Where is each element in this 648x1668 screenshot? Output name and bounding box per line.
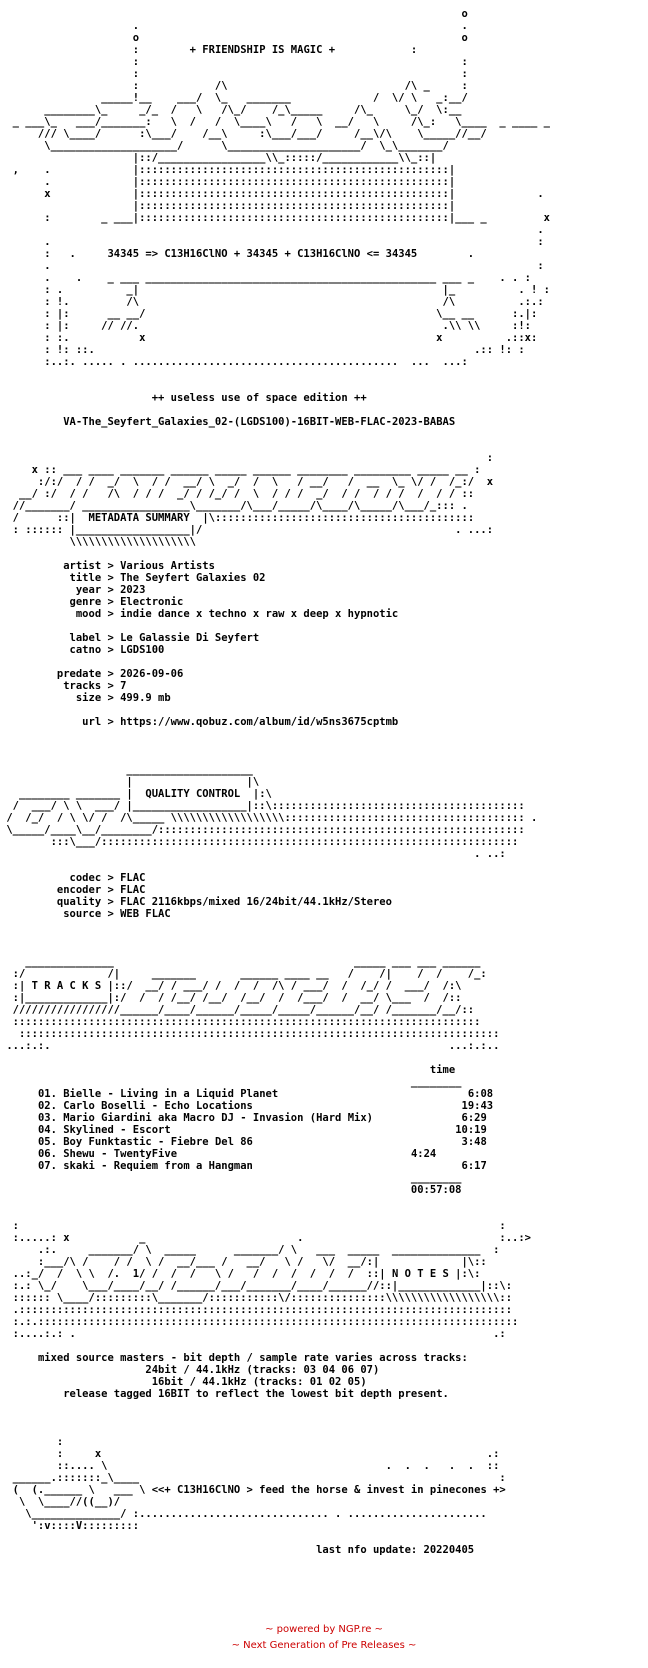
art-line: quality > FLAC 2116kbps/mixed 16/24bit/44.1kHz/Stereo — [0, 896, 392, 908]
track-no: 01. — [37, 1088, 57, 1100]
art-line: :|_____________|:/ / / /__/ /__/ /__/ / /___/ / __/ \___ / /:: — [0, 992, 462, 1004]
art-line: : . 34345 => C13H16ClNO + 34345 + C13H16ClNO <= 34345 . — [0, 248, 475, 260]
meta-url: https://www.qobuz.com/album/id/w5ns3675cptmb — [120, 716, 399, 728]
art-line: _ ___\_ ___/_______: \ / / \____\ / \ __/ \ /\_: \____ _ ____ _ — [0, 116, 550, 128]
art-line — [0, 380, 648, 392]
nfo-document — [0, 8, 648, 1556]
last-nfo-update: last nfo update: 20220405 — [316, 1544, 475, 1556]
art-line — [0, 620, 648, 632]
track-row — [0, 1100, 648, 1112]
art-line: . |:::::::::::::::::::::::::::::::::::::::::::::::::| — [0, 176, 456, 188]
art-line: .:. _______/ \ _____ _______/ \ ___ _____ ______________ : — [0, 1244, 500, 1256]
art-line: : — [0, 1436, 64, 1448]
track-no: 02. — [37, 1100, 57, 1112]
art-line — [0, 932, 648, 944]
track-time: 6:29 — [461, 1112, 487, 1124]
art-line: \____________________/ \_____________________/ \_\_______/ — [0, 140, 449, 152]
art-line: /// \____/ :\___/ /__\ :\___/___/ /__\/\ \_____//__/ — [0, 128, 487, 140]
art-line: ______.:::::::_\____ : — [0, 1472, 506, 1484]
meta-mood: indie dance x techno x raw x deep x hypnotic — [120, 608, 399, 620]
art-line: ( (.______ \ ___ \ <<+ C13H16ClNO > feed the horse & invest in pinecones +> — [0, 1484, 506, 1496]
art-line: : |: // //. .\\ \\ :!: — [0, 320, 532, 332]
art-line: :..:. ..... . .......................................... ... ...: — [0, 356, 468, 368]
track-row — [0, 1136, 648, 1148]
art-line: :___/\ / / / \ / __/___ / __/ \ / \/ __/:| |\:: — [0, 1256, 487, 1268]
art-line — [0, 728, 648, 740]
track-name: Shewu - TwentyFive — [63, 1148, 178, 1160]
art-line: :| T R A C K S |::/ __/ / ___/ / / / /\ / ___/ / /_/ / ___/ /:\ — [0, 980, 462, 992]
art-line: ________\_ _/_ / \ /\_/ /_\_____ /\_ \_/ \:__ — [0, 104, 462, 116]
art-line: :/ /| _______ ______ ____ __ / /| / / /_: — [0, 968, 487, 980]
track-name: Boy Funktastic - Fiebre Del 86 — [63, 1136, 253, 1148]
art-line: : :. x x .::x: — [0, 332, 538, 344]
art-line: :::::: \____/:::::::::\_______/:::::::::::\/:::::::::::::::\\\\\\\\\\\\\\\\\\:: — [0, 1292, 513, 1304]
art-line: encoder > FLAC — [0, 884, 146, 896]
art-line — [0, 1544, 648, 1556]
art-line: , . |:::::::::::::::::::::::::::::::::::::::::::::::::| — [0, 164, 456, 176]
meta-year: 2023 — [120, 584, 146, 596]
art-line — [0, 740, 648, 752]
art-line: :/:/ / / _/ \ / / __/ \ _/ / \ / __/ / __ \_ \/ / /_:/ x — [0, 476, 494, 488]
art-line: \_____/____\__/________/:::::::::::::::::::::::::::::::::::::::::::::::::::::::::: — [0, 824, 525, 836]
art-line: ________ — [0, 1172, 462, 1184]
art-line: . : — [0, 260, 544, 272]
art-line: codec > FLAC — [0, 872, 146, 884]
art-line: |::/_________________\\_:::::/____________\\_::| — [0, 152, 437, 164]
art-line — [0, 860, 648, 872]
art-line: : _ ___|:::::::::::::::::::::::::::::::::::::::::::::::::|___ _ x — [0, 212, 550, 224]
track-row — [0, 1112, 648, 1124]
art-line: ...:.:. ...:.:.. — [0, 1040, 500, 1052]
track-row — [0, 1088, 648, 1100]
meta-predate: 2026-09-06 — [120, 668, 184, 680]
art-line: predate > 2026-09-06 — [0, 668, 184, 680]
track-row — [0, 1148, 648, 1160]
art-line: \\\\\\\\\\\\\\\\\\\\ — [0, 536, 196, 548]
art-line — [0, 1208, 648, 1220]
notes-line-2: 24bit / 44.1kHz (tracks: 03 04 06 07) — [145, 1364, 380, 1376]
art-line: ____________________ — [0, 764, 253, 776]
art-line — [0, 440, 648, 452]
notes-line-1: mixed source masters - bit depth / sample rate varies across tracks: — [37, 1352, 468, 1364]
art-line: : — [0, 452, 494, 464]
art-line: //_______/ _________________\_______/\___/_____/\____/\_____/\___/_::: . — [0, 500, 468, 512]
art-line: . ..: — [0, 848, 506, 860]
art-line: :.: \_/ \___/____/__/ /______/___/_______/____/______//::|_____________|::\: — [0, 1280, 513, 1292]
art-line: ________ — [0, 1076, 462, 1088]
meta-size: 499.9 mb — [120, 692, 171, 704]
art-line: .:::::::::::::::::::::::::::::::::::::::::::::::::::::::::::::::::::::::::::::: — [0, 1304, 513, 1316]
art-line — [0, 1376, 648, 1388]
quality-codec: FLAC — [120, 872, 146, 884]
art-line — [0, 1412, 648, 1424]
track-time: 4:24 — [410, 1148, 437, 1160]
track-name: Skylined - Escort — [63, 1124, 171, 1136]
art-line: :.....: x _ . :..:> — [0, 1232, 532, 1244]
art-line: __/ :/ / / /\ / / / _/ / /_/ / \ / / / _/ / / / / / / / / :: — [0, 488, 475, 500]
art-line — [0, 404, 648, 416]
track-time: 6:17 — [461, 1160, 487, 1172]
art-line: . . _ ___ ______________________________________________ ___ _ . . : — [0, 272, 532, 284]
art-line — [0, 1064, 648, 1076]
art-line — [0, 944, 648, 956]
art-line: catno > LGDS100 — [0, 644, 165, 656]
art-line — [0, 752, 648, 764]
art-line: x |:::::::::::::::::::::::::::::::::::::::::::::::::| . — [0, 188, 544, 200]
art-line: / ::| METADATA SUMMARY |\::::::::::::::::::::::::::::::::::::::::: — [0, 512, 475, 524]
art-line: / /_/ / \ \/ / /\_____ \\\\\\\\\\\\\\\\\\:::::::::::::::::::::::::::::::::::::: . — [0, 812, 538, 824]
track-name: Mario Giardini aka Macro DJ - Invasion (Hard Mix) — [63, 1112, 373, 1124]
meta-artist: Various Artists — [120, 560, 215, 572]
art-line: tracks > 7 — [0, 680, 127, 692]
art-line: . — [0, 224, 544, 236]
art-line: ::.... \ . . . . . :: — [0, 1460, 500, 1472]
closing-slogan: <<+ C13H16ClNO > feed the horse & invest in pinecones +> — [151, 1484, 506, 1496]
tracklist-time-header: time — [429, 1064, 456, 1076]
art-line — [0, 1184, 648, 1196]
art-line: : : — [0, 68, 468, 80]
track-name: Bielle - Living in a Liquid Planet — [63, 1088, 279, 1100]
art-line: x :: ___ ____ _______ ______ _____ ______ ________ _________ _____ __ : — [0, 464, 481, 476]
section-metadata-title: METADATA SUMMARY — [88, 512, 190, 524]
art-line — [0, 1340, 648, 1352]
meta-tracks: 7 — [120, 680, 127, 692]
art-line — [0, 656, 648, 668]
art-line — [0, 416, 648, 428]
meta-genre: Electronic — [120, 596, 184, 608]
art-line: : :::::: |__________________|/ . ...: — [0, 524, 494, 536]
art-line: : /\ /\ _ : — [0, 80, 468, 92]
art-line: /////////////////______/____/______/_____/_____/______/__/ /_______/__/:: — [0, 1004, 475, 1016]
art-line: ______________ _____ ___ ___ ______ — [0, 956, 481, 968]
art-line: _____!__ ___/ \_ _______ / \/ \ _:__/ — [0, 92, 468, 104]
art-line: :....:.: . .: — [0, 1328, 506, 1340]
art-line: ..:_/ / \ \ /. 1/ / / / \ / / / / / / / ::| N O T E S |:\: — [0, 1268, 481, 1280]
art-line — [0, 1052, 648, 1064]
art-line: :.:.:::::::::::::::::::::::::::::::::::::::::::::::::::::::::::::::::::::::::::: — [0, 1316, 519, 1328]
track-time: 10:19 — [455, 1124, 487, 1136]
art-line: : . _| |_ . ! : — [0, 284, 550, 296]
art-line: |:::::::::::::::::::::::::::::::::::::::::::::::::| — [0, 200, 456, 212]
art-line: : : — [0, 1220, 506, 1232]
footer-powered-by[interactable]: ~ powered by NGP.re ~ — [265, 1624, 383, 1635]
art-line: mood > indie dance x techno x raw x deep x hypnotic — [0, 608, 399, 620]
art-line: / ___/ \ \ ___/ |__________________|::\:::::::::::::::::::::::::::::::::::::::: — [0, 800, 525, 812]
art-line: : !: ::. .:: !: : — [0, 344, 525, 356]
notes-line-4: release tagged 16BIT to reflect the lowest bit depth present. — [63, 1388, 449, 1400]
art-line: : : — [0, 56, 468, 68]
footer — [0, 1622, 648, 1654]
art-line — [0, 704, 648, 716]
art-line: \ \____//((__)/ — [0, 1496, 121, 1508]
section-notes-title: N O T E S — [391, 1268, 449, 1280]
art-line — [0, 1388, 648, 1400]
track-no: 06. — [37, 1148, 57, 1160]
track-time: 3:48 — [461, 1136, 487, 1148]
art-line — [0, 1424, 648, 1436]
track-name: skaki - Requiem from a Hangman — [63, 1160, 253, 1172]
art-line: source > WEB FLAC — [0, 908, 171, 920]
art-line: ':v::::V::::::::: — [0, 1520, 140, 1532]
track-time: 19:43 — [461, 1100, 494, 1112]
art-line — [0, 1532, 648, 1544]
art-line: :::::::::::::::::::::::::::::::::::::::::::::::::::::::::::::::::::::::::::: — [0, 1028, 500, 1040]
quality-encoder: FLAC — [120, 884, 146, 896]
art-line — [0, 1352, 648, 1364]
art-line: : !. /\ /\ .:.: — [0, 296, 544, 308]
art-line — [0, 392, 648, 404]
section-quality-title: QUALITY CONTROL — [145, 788, 241, 800]
art-line: o — [0, 8, 468, 20]
track-no: 05. — [37, 1136, 57, 1148]
notes-line-3: 16bit / 44.1kHz (tracks: 01 02 05) — [151, 1376, 367, 1388]
track-row — [0, 1124, 648, 1136]
track-no: 03. — [37, 1112, 57, 1124]
section-tracks-title: T R A C K S — [31, 980, 102, 992]
art-line: . : — [0, 236, 544, 248]
art-line: label > Le Galassie Di Seyfert — [0, 632, 260, 644]
art-line: o o — [0, 32, 468, 44]
header-tagline: + FRIENDSHIP IS MAGIC + — [189, 44, 336, 56]
art-line: : |: __ __/ \__ __ :.|: — [0, 308, 538, 320]
footer-tagline: ~ Next Generation of Pre Releases ~ — [231, 1640, 417, 1651]
art-line — [0, 548, 648, 560]
art-line: \______________/ :.............................. . ...................... — [0, 1508, 487, 1520]
meta-title: The Seyfert Galaxies 02 — [120, 572, 266, 584]
meta-catno: LGDS100 — [120, 644, 165, 656]
art-line: : + FRIENDSHIP IS MAGIC + : — [0, 44, 418, 56]
art-line: : x .: — [0, 1448, 500, 1460]
art-line: | |\ — [0, 776, 260, 788]
art-line — [0, 368, 648, 380]
art-line: genre > Electronic — [0, 596, 184, 608]
release-name: VA-The_Seyfert_Galaxies_02-(LGDS100)-16BIT-WEB-FLAC-2023-BABAS — [63, 416, 456, 428]
track-no: 07. — [37, 1160, 57, 1172]
art-line — [0, 1196, 648, 1208]
art-line: url > https://www.qobuz.com/album/id/w5ns3675cptmb — [0, 716, 399, 728]
track-no: 04. — [37, 1124, 57, 1136]
quality-source: WEB FLAC — [120, 908, 171, 920]
track-time: 6:08 — [467, 1088, 494, 1100]
meta-label: Le Galassie Di Seyfert — [120, 632, 260, 644]
track-name: Carlo Boselli - Echo Locations — [63, 1100, 253, 1112]
header-formula: 34345 => C13H16ClNO + 34345 + C13H16ClNO <= 34345 — [107, 248, 418, 260]
art-line — [0, 920, 648, 932]
art-line — [0, 1364, 648, 1376]
art-line: ________ _______ | QUALITY CONTROL |:\ — [0, 788, 272, 800]
art-line — [0, 428, 648, 440]
art-line: :::::::::::::::::::::::::::::::::::::::::::::::::::::::::::::::::::::::::: — [0, 1016, 481, 1028]
art-line: :::\___/:::::::::::::::::::::::::::::::::::::::::::::::::::::::::::::::::: — [0, 836, 519, 848]
tracklist-total: 00:57:08 — [410, 1184, 462, 1196]
art-line: size > 499.9 mb — [0, 692, 171, 704]
edition-label: ++ useless use of space edition ++ — [151, 392, 367, 404]
art-line: title > The Seyfert Galaxies 02 — [0, 572, 266, 584]
art-line: . . — [0, 20, 468, 32]
quality-quality: FLAC 2116kbps/mixed 16/24bit/44.1kHz/Stereo — [120, 896, 392, 908]
art-line — [0, 1400, 648, 1412]
art-line: artist > Various Artists — [0, 560, 215, 572]
track-row — [0, 1160, 648, 1172]
art-line: year > 2023 — [0, 584, 146, 596]
